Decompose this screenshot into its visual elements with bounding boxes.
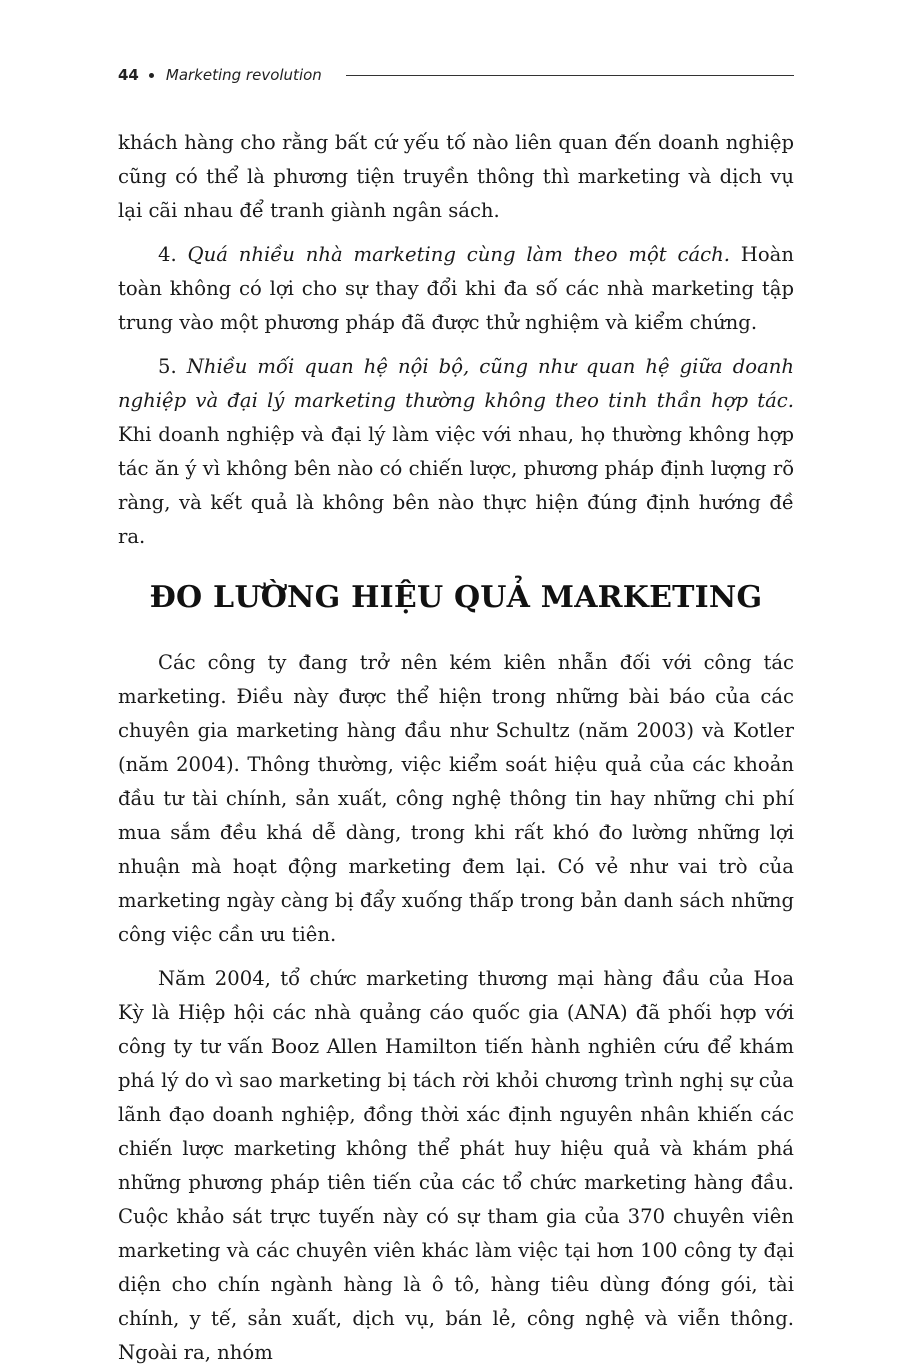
paragraph: Năm 2004, tổ chức marketing thương mại hàng đầu của Hoa Kỳ là Hiệp hội các nhà quảng cáo quốc gia (ANA) đã phối hợp với công ty tư vấn Booz Allen Hamilton tiến hành nghiên cứu để khám phá lý do vì sao marketing bị tách rời khỏi chương trình nghị sự của lãnh đạo doanh nghiệp, đồng thời xác định nguyên nhân khiến các chiến lược marketing không thể phát huy hiệu quả và khám phá những phương pháp tiên tiến của các tổ chức marketing hàng đầu. Cuộc khảo sát trực tuyến này có sự tham gia của 370 chuyên viên marketing và các chuyên viên khác làm việc tại hơn 100 công ty đại diện cho chín ngành hàng là ô tô, hàng tiêu dùng đóng gói, tài chính, y tế, sản xuất, dịch vụ, bán lẻ, công nghệ và viễn thông. Ngoài ra, nhóm [118, 967, 794, 1364]
list-item-emphasis: Nhiều mối quan hệ nội bộ, cũng như quan hệ giữa doanh nghiệp và đại lý marketing thường không theo tinh thần hợp tác. [118, 355, 794, 412]
header-rule [346, 75, 794, 76]
list-item-text: Hoàn toàn không có lợi cho sự thay đổi khi đa số các nhà marketing tập trung vào một phương pháp đã được thử nghiệm và kiểm chứng. [118, 243, 794, 334]
list-item-5 [118, 350, 794, 554]
list-item-emphasis: Quá nhiều nhà marketing cùng làm theo một cách. [187, 243, 730, 266]
list-item-4 [118, 238, 794, 340]
body-text [118, 126, 794, 1370]
list-item-text: Khi doanh nghiệp và đại lý làm việc với nhau, họ thường không hợp tác ăn ý vì không bên nào có chiến lược, phương pháp định lượng rõ ràng, và kết quả là không bên nào thực hiện đúng định hướng đề ra. [118, 423, 794, 548]
running-header [118, 62, 794, 88]
paragraph-continuation: khách hàng cho rằng bất cứ yếu tố nào liên quan đến doanh nghiệp cũng có thể là phương tiện truyền thông thì marketing và dịch vụ lại cãi nhau để tranh giành ngân sách. [118, 131, 794, 222]
book-title: Marketing revolution [165, 66, 322, 84]
section-heading: ĐO LƯỜNG HIỆU QUẢ MARKETING [149, 580, 763, 615]
page-number: 44 [118, 66, 139, 84]
paragraph: Các công ty đang trở nên kém kiên nhẫn đối với công tác marketing. Điều này được thể hiện trong những bài báo của các chuyên gia marketing hàng đầu như Schultz (năm 2003) và Kotler (năm 2004). Thông thường, việc kiểm soát hiệu quả của các khoản đầu tư tài chính, sản xuất, công nghệ thông tin hay những chi phí mua sắm đều khá dễ dàng, trong khi rất khó đo lường những lợi nhuận mà hoạt động marketing đem lại. Có vẻ như vai trò của marketing ngày càng bị đẩy xuống thấp trong bản danh sách những công việc cần ưu tiên. [118, 651, 794, 946]
list-number: 5. [158, 355, 177, 378]
list-number: 4. [158, 243, 177, 266]
bullet-separator [149, 73, 154, 78]
